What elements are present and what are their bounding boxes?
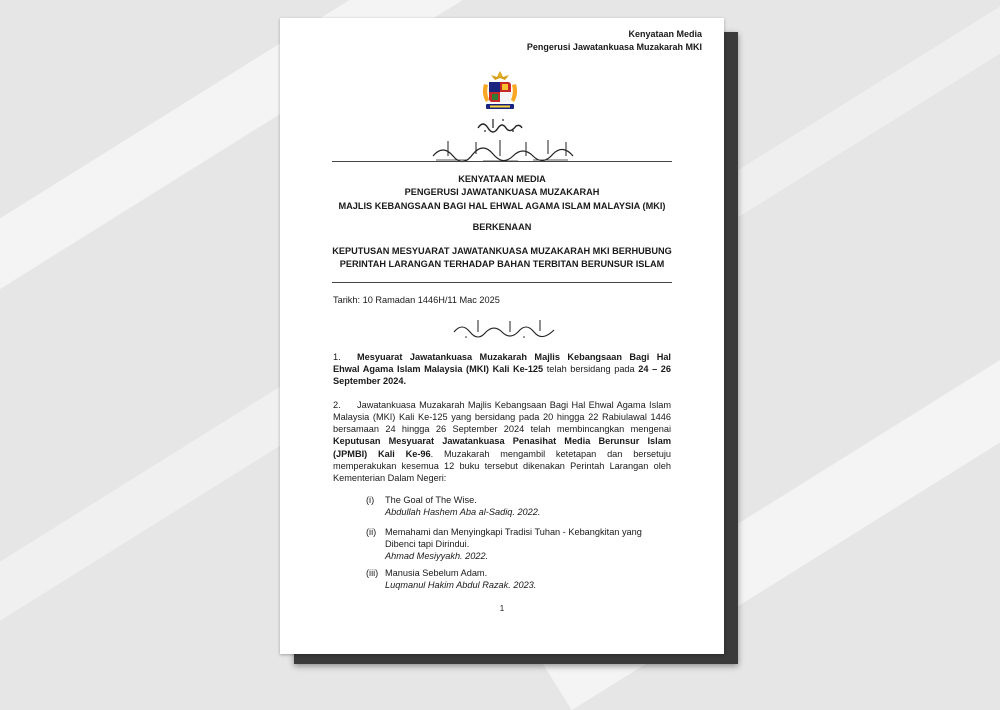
- para2-bold-decision: Keputusan Mesyuarat Jawatankuasa Penasihat Media Berunsur Islam (JPMBI) Kali Ke-96: [333, 436, 671, 459]
- para2-text-2: . Muzakarah mengambil ketetapan dan bersetuju memperakukan kesemua 12 buku tersebut dikenakan Perintah Larangan oleh Kementerian Dalam Negeri:: [333, 448, 671, 483]
- header-line-2: Pengerusi Jawatankuasa Muzakarah MKI: [526, 42, 702, 53]
- book-list-item: [366, 526, 671, 562]
- divider: [332, 282, 672, 283]
- jawi-calligraphy-icon: [475, 116, 525, 134]
- paragraph-2: [333, 399, 671, 484]
- paragraph-number: 1.: [333, 352, 341, 362]
- subject-block: [320, 245, 684, 272]
- para2-text-1: Jawatankuasa Muzakarah Majlis Kebangsaan Bagi Hal Ehwal Agama Islam Malaysia (MKI) Kali Ke-125 yang bersidang pada 20 hingga 22 Rabiulawal 1446 bersamaan 24 hingga 26 September 2024 telah membincangkan mengenai: [333, 400, 671, 435]
- book-numeral: (ii): [366, 527, 377, 537]
- book-title: Memahami dan Menyingkapi Tradisi Tuhan - Kebangkitan yang Dibenci tapi Dirindui.: [385, 527, 642, 550]
- divider: [332, 161, 672, 162]
- paragraph-number: 2.: [333, 400, 341, 410]
- book-title: The Goal of The Wise.: [385, 495, 477, 505]
- book-author: Abdullah Hashem Aba al-Sadiq. 2022.: [385, 507, 541, 518]
- header-line-1: Kenyataan Media: [628, 29, 702, 39]
- title-line-3: MAJLIS KEBANGSAAN BAGI HAL EHWAL AGAMA ISLAM MALAYSIA (MKI): [338, 200, 666, 211]
- paragraph-1: [333, 351, 671, 387]
- book-list-item: [366, 567, 671, 591]
- book-numeral: (i): [366, 495, 375, 505]
- coat-of-arms-icon: [480, 70, 520, 114]
- title-line-2: PENGERUSI JAWATANKUASA MUZAKARAH: [404, 187, 600, 198]
- para1-bold-date: 24 – 26 September 2024.: [333, 364, 671, 387]
- title-line-1: KENYATAAN MEDIA: [458, 174, 546, 184]
- para1-text: telah bersidang pada: [543, 364, 639, 375]
- book-title: Manusia Sebelum Adam.: [385, 568, 488, 578]
- berkenaan-heading: BERKENAAN: [472, 222, 532, 232]
- book-list-item: [366, 494, 671, 518]
- book-author: Luqmanul Hakim Abdul Razak. 2023.: [385, 580, 537, 591]
- date-line: Tarikh: 10 Ramadan 1446H/11 Mac 2025: [333, 295, 500, 305]
- book-numeral: (iii): [366, 568, 379, 578]
- para1-bold-meeting: Mesyuarat Jawatankuasa Muzakarah Majlis Kebangsaan Bagi Hal Ehwal Agama Islam Malaysia (MKI) Kali Ke-125: [333, 352, 671, 375]
- page-number: 1: [499, 604, 505, 613]
- subject-line-2: PERINTAH LARANGAN TERHADAP BAHAN TERBITAN BERUNSUR ISLAM: [339, 259, 665, 270]
- book-author: Ahmad Mesiyyakh. 2022.: [385, 551, 489, 562]
- title-block: [320, 173, 684, 213]
- subject-line-1: KEPUTUSAN MESYUARAT JAWATANKUASA MUZAKARAH MKI BERHUBUNG: [332, 246, 672, 256]
- basmalah-calligraphy-icon: [450, 316, 560, 342]
- document-page: [280, 18, 724, 654]
- page-header: [527, 28, 702, 54]
